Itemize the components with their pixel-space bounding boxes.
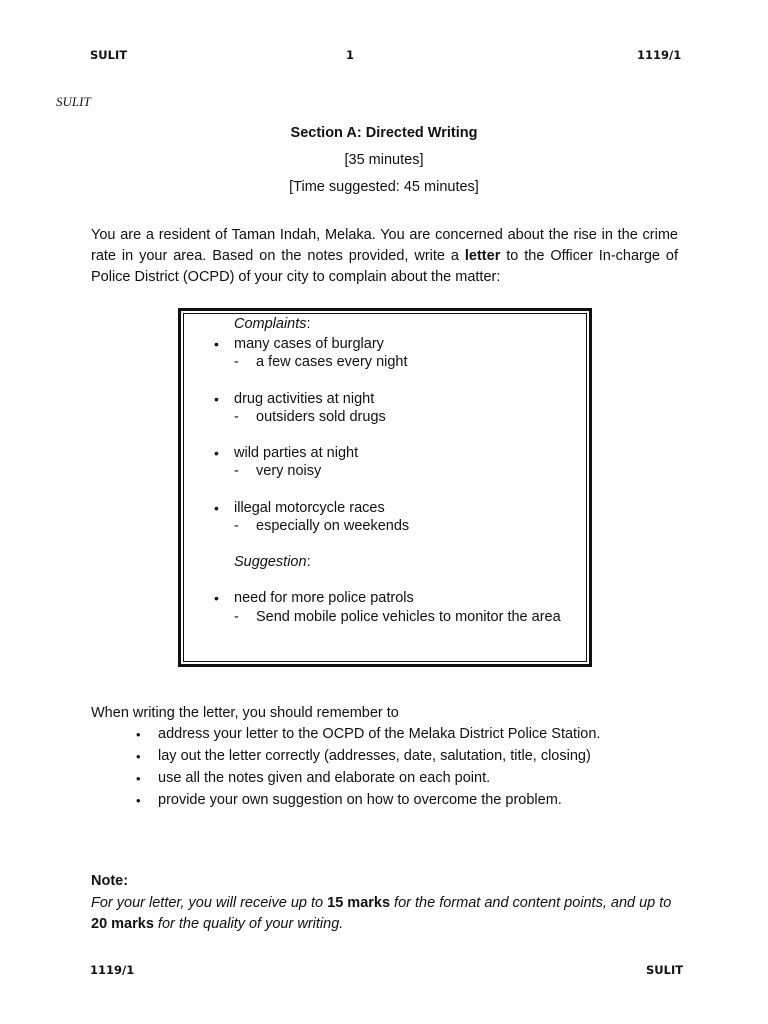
footer-paper-code: 1119/1: [90, 963, 135, 977]
section-title: Section A: Directed Writing: [290, 125, 478, 141]
complaint-detail: a few cases every night: [256, 354, 408, 370]
bullet-icon: •: [214, 500, 219, 516]
complaint-point: many cases of burglary: [234, 336, 384, 352]
bullet-icon: •: [136, 749, 141, 764]
header-paper-code: 1119/1: [637, 48, 682, 62]
remember-item: use all the notes given and elaborate on each point.: [158, 770, 491, 786]
remember-item: lay out the letter correctly (addresses, date, salutation, title, closing): [158, 748, 591, 764]
note-marks-format: 15 marks: [327, 895, 391, 911]
bullet-icon: •: [214, 336, 219, 352]
bullet-icon: •: [214, 391, 219, 407]
bullet-icon: •: [136, 771, 141, 786]
notes-box-inner-border: [183, 313, 587, 662]
bullet-icon: •: [214, 590, 219, 606]
dash-icon: -: [234, 518, 239, 534]
dash-icon: -: [234, 609, 239, 625]
complaint-detail: especially on weekends: [256, 518, 410, 534]
complaint-detail: very noisy: [256, 463, 322, 479]
dash-icon: -: [234, 354, 239, 370]
header-sulit: SULIT: [90, 48, 128, 62]
complaint-detail: outsiders sold drugs: [256, 409, 386, 425]
note-text-3: for the quality of your writing.: [153, 916, 344, 932]
sulit-mark: SULIT: [56, 94, 91, 109]
suggestion-detail: Send mobile police vehicles to monitor the area: [256, 609, 561, 625]
instructions-paragraph: [91, 225, 678, 288]
page-number: 1: [346, 48, 355, 62]
note-text: [91, 893, 681, 935]
note-text-1: For your letter, you will receive up to: [91, 895, 328, 911]
remember-item: provide your own suggestion on how to overcome the problem.: [158, 792, 562, 808]
intro-text-2: to the Officer In-charge of Police District (OCPD) of your city to complain about the matter:: [91, 248, 678, 285]
complaint-point: drug activities at night: [234, 391, 375, 407]
bullet-icon: •: [136, 727, 141, 742]
suggestion-label: Suggestion:: [234, 554, 311, 570]
footer-sulit: SULIT: [646, 963, 684, 977]
section-duration: [35 minutes]: [344, 152, 424, 168]
remember-lead: When writing the letter, you should remember to: [91, 705, 399, 721]
bullet-icon: •: [214, 445, 219, 461]
remember-list: [0, 726, 768, 816]
bullet-icon: •: [136, 793, 141, 808]
remember-item: address your letter to the OCPD of the Melaka District Police Station.: [158, 726, 601, 742]
complaint-point: illegal motorcycle races: [234, 500, 385, 516]
intro-letter-word: letter: [464, 248, 501, 264]
dash-icon: -: [234, 409, 239, 425]
suggestion-point: need for more police patrols: [234, 590, 414, 606]
dash-icon: -: [234, 463, 239, 479]
complaint-point: wild parties at night: [234, 445, 359, 461]
intro-text-1: You are a resident of Taman Indah, Melaka. You are concerned about the rise in the crime rate in your area. Based on the notes provided, write a: [91, 227, 678, 264]
note-text-2: for the format and content points, and up to: [390, 895, 672, 911]
section-time-suggested: [Time suggested: 45 minutes]: [289, 179, 479, 195]
complaints-label: Complaints:: [234, 316, 311, 332]
note-heading: Note:: [91, 873, 129, 889]
notes-box: [178, 308, 592, 667]
note-marks-quality: 20 marks: [91, 916, 154, 932]
